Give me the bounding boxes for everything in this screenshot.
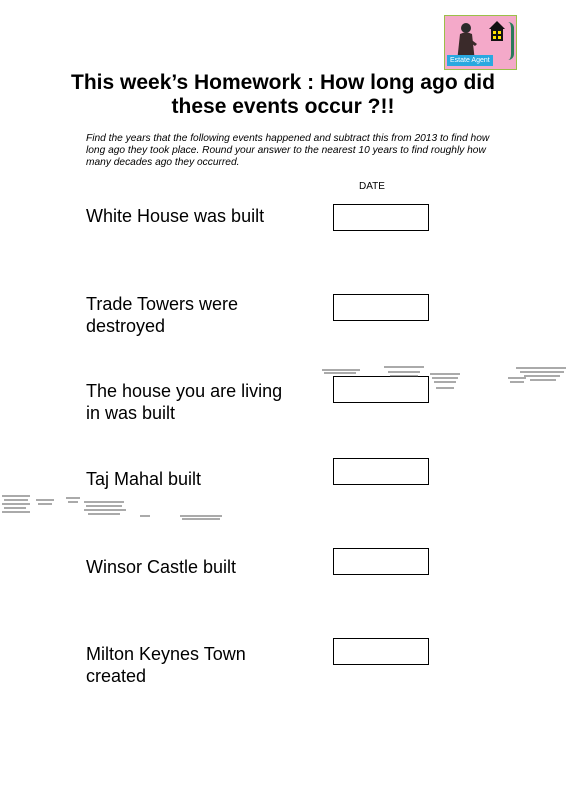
event-label-your-house: The house you are living in was built (86, 381, 283, 423)
logo-brace (508, 22, 514, 60)
logo-tag: Estate Agent (447, 55, 493, 66)
date-column-header: DATE (359, 181, 385, 192)
date-box-milton-keynes[interactable] (333, 638, 429, 665)
event-label-trade-towers: Trade Towers were destroyed (86, 294, 239, 336)
event-label-white-house: White House was built (86, 206, 265, 226)
house-icon (488, 20, 506, 42)
estate-agent-logo (444, 15, 517, 70)
event-label-taj-mahal: Taj Mahal built (86, 469, 202, 489)
event-label-milton-keynes: Milton Keynes Town created (86, 644, 246, 686)
instructions-text: Find the years that the following events happened and subtract this from 2013 to find how long ago they took place. Round your answer to the nearest 10 years to find roughly how many decades ago they occurred. (86, 133, 490, 168)
date-box-white-house[interactable] (333, 204, 429, 231)
page-title: This week’s Homework : How long ago did these events occur ?!! (71, 71, 495, 118)
scan-artifact-lower (0, 492, 226, 522)
scan-artifact-upper (320, 364, 566, 394)
event-label-winsor-castle: Winsor Castle built (86, 557, 237, 577)
date-box-winsor-castle[interactable] (333, 548, 429, 575)
date-box-trade-towers[interactable] (333, 294, 429, 321)
date-box-taj-mahal[interactable] (333, 458, 429, 485)
